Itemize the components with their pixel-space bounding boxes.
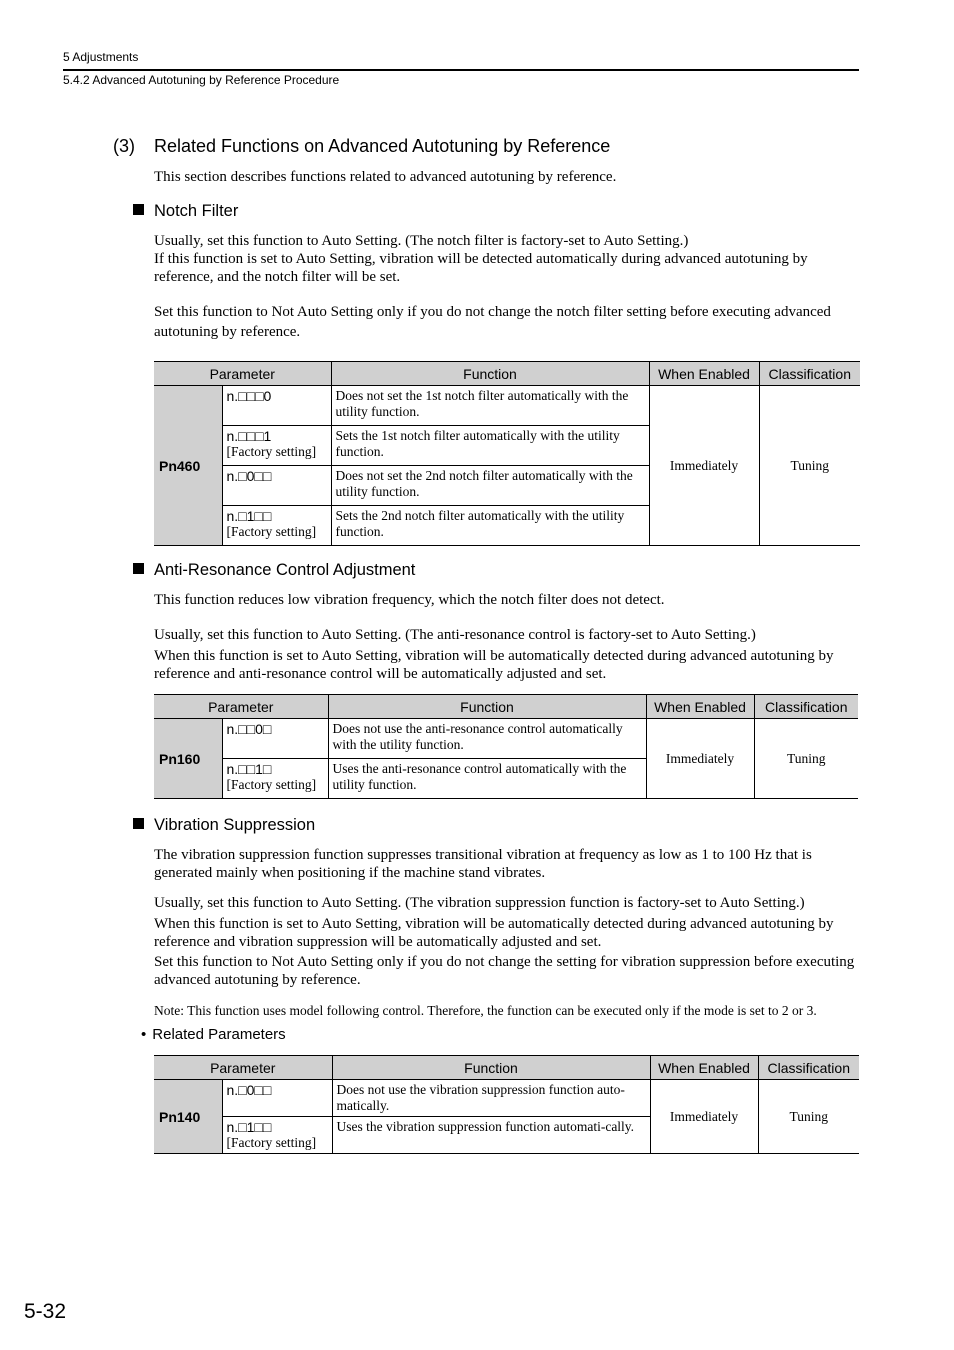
header-rule bbox=[63, 69, 859, 71]
table-row bbox=[154, 1080, 859, 1117]
notch-paragraph-1a: Usually, set this function to Auto Setting. (The notch filter is factory-set to Auto Setting.) bbox=[154, 233, 689, 249]
related-parameters-text: Related Parameters bbox=[152, 1026, 286, 1043]
function-cell: Uses the anti-resonance control automatically with the utility function. bbox=[328, 759, 646, 799]
section-header: 5.4.2 Advanced Autotuning by Reference Procedure bbox=[63, 73, 340, 87]
col-classification: Classification bbox=[758, 1056, 859, 1080]
param-value: n.□1□□ bbox=[226, 508, 272, 524]
page-number: 5-32 bbox=[24, 1300, 67, 1323]
param-value: n.□1□□ bbox=[226, 1119, 272, 1135]
classification-cell: Tuning bbox=[758, 1080, 859, 1154]
param-value-cell bbox=[222, 1117, 332, 1154]
param-number: Pn140 bbox=[154, 1080, 222, 1154]
function-cell: Uses the vibration suppression function automati-cally. bbox=[332, 1117, 650, 1154]
param-number: Pn160 bbox=[154, 719, 222, 799]
square-bullet-icon bbox=[133, 818, 144, 829]
square-bullet-icon bbox=[133, 563, 144, 574]
factory-setting: [Factory setting] bbox=[226, 777, 317, 792]
param-number: Pn460 bbox=[154, 386, 222, 546]
when-enabled-cell: Immediately bbox=[650, 1080, 758, 1154]
antires-heading bbox=[133, 561, 415, 580]
vibsup-paragraph-2a: Usually, set this function to Auto Setting. (The vibration suppression function is factory-set to Auto Setting.) bbox=[154, 895, 805, 911]
param-value: n.□□□1 bbox=[226, 428, 272, 444]
col-function: Function bbox=[331, 362, 649, 386]
notch-paragraph-1b: If this function is set to Auto Setting, vibration will be detected automatically during advanced autotuning by reference, and the notch filter will be set. bbox=[154, 251, 808, 285]
antires-paragraph-2b: When this function is set to Auto Setting, vibration will be automatically detected during advanced autotuning by reference and anti-resonance control will be automatically adjusted and set. bbox=[154, 648, 834, 682]
param-value-cell bbox=[222, 759, 328, 799]
function-cell: Does not set the 1st notch filter automatically with the utility function. bbox=[331, 386, 649, 426]
param-value-cell bbox=[222, 1080, 332, 1117]
function-cell: Sets the 1st notch filter automatically with the utility function. bbox=[331, 426, 649, 466]
chapter-header: 5 Adjustments bbox=[63, 50, 139, 64]
section-title-text: Related Functions on Advanced Autotuning by Reference bbox=[154, 136, 611, 156]
col-function: Function bbox=[332, 1056, 650, 1080]
col-when-enabled: When Enabled bbox=[650, 1056, 758, 1080]
param-value-cell bbox=[222, 719, 328, 759]
param-value: n.□□1□ bbox=[226, 761, 272, 777]
classification-cell: Tuning bbox=[759, 386, 860, 546]
col-when-enabled: When Enabled bbox=[649, 362, 759, 386]
param-value-cell bbox=[222, 506, 331, 546]
factory-setting: [Factory setting] bbox=[226, 1135, 317, 1150]
vibsup-heading-text: Vibration Suppression bbox=[154, 816, 316, 834]
when-enabled-cell: Immediately bbox=[649, 386, 759, 546]
col-classification: Classification bbox=[759, 362, 860, 386]
vibsup-paragraph-1: The vibration suppression function suppresses transitional vibration at frequency as low as 1 to 100 Hz that is generated mainly when positioning if the machine stand vibrates. bbox=[154, 847, 812, 881]
vibsup-paragraph-2c: Set this function to Not Auto Setting only if you do not change the setting for vibration suppression before executing advanced autotuning by reference. bbox=[154, 954, 855, 988]
col-classification: Classification bbox=[754, 695, 858, 719]
vibsup-heading bbox=[133, 816, 315, 835]
notch-paragraph-2: Set this function to Not Auto Setting only if you do not change the notch filter setting before executing advanced autotuning by reference. bbox=[154, 304, 831, 340]
param-value-cell bbox=[222, 466, 331, 506]
table-header-row bbox=[154, 362, 860, 386]
param-value-cell bbox=[222, 386, 331, 426]
antires-heading-text: Anti-Resonance Control Adjustment bbox=[154, 561, 416, 579]
notch-parameter-table bbox=[154, 361, 860, 546]
vibsup-paragraph-2b: When this function is set to Auto Setting, vibration will be automatically detected during advanced autotuning by reference and vibration suppression will be automatically adjusted and set. bbox=[154, 916, 834, 950]
notch-heading-text: Notch Filter bbox=[154, 202, 239, 220]
param-value: n.□0□□ bbox=[226, 468, 272, 484]
antires-paragraph-2a: Usually, set this function to Auto Setting. (The anti-resonance control is factory-set to Auto Setting.) bbox=[154, 627, 756, 643]
factory-setting: [Factory setting] bbox=[226, 524, 317, 539]
square-bullet-icon bbox=[133, 204, 144, 215]
vibsup-note: Note: This function uses model following control. Therefore, the function can be executed only if the mode is set to 2 or 3. bbox=[154, 1003, 817, 1018]
function-cell: Sets the 2nd notch filter automatically with the utility function. bbox=[331, 506, 649, 546]
antires-parameter-table bbox=[154, 694, 858, 799]
col-parameter: Parameter bbox=[154, 362, 331, 386]
notch-heading bbox=[133, 202, 238, 221]
param-value: n.□□0□ bbox=[226, 721, 272, 737]
function-cell: Does not set the 2nd notch filter automatically with the utility function. bbox=[331, 466, 649, 506]
function-cell: Does not use the vibration suppression function auto-matically. bbox=[332, 1080, 650, 1117]
function-cell: Does not use the anti-resonance control automatically with the utility function. bbox=[328, 719, 646, 759]
col-when-enabled: When Enabled bbox=[646, 695, 754, 719]
param-value: n.□0□□ bbox=[226, 1082, 272, 1098]
param-value-cell bbox=[222, 426, 331, 466]
table-row bbox=[154, 386, 860, 426]
classification-cell: Tuning bbox=[754, 719, 858, 799]
table-header-row bbox=[154, 695, 858, 719]
notch-paragraph-1 bbox=[154, 232, 859, 286]
table-row bbox=[154, 719, 858, 759]
param-value: n.□□□0 bbox=[226, 388, 272, 404]
bullet-dot-icon: • bbox=[141, 1026, 147, 1043]
antires-paragraph-1: This function reduces low vibration frequency, which the notch filter does not detect. bbox=[154, 592, 665, 608]
table-header-row bbox=[154, 1056, 859, 1080]
section-number: (3) bbox=[113, 136, 135, 156]
section-intro: This section describes functions related to advanced autotuning by reference. bbox=[154, 169, 617, 185]
vibsup-parameter-table bbox=[154, 1055, 859, 1154]
when-enabled-cell: Immediately bbox=[646, 719, 754, 799]
col-function: Function bbox=[328, 695, 646, 719]
section-title bbox=[113, 136, 610, 157]
col-parameter: Parameter bbox=[154, 695, 328, 719]
related-parameters-label bbox=[141, 1026, 286, 1043]
col-parameter: Parameter bbox=[154, 1056, 332, 1080]
factory-setting: [Factory setting] bbox=[226, 444, 317, 459]
